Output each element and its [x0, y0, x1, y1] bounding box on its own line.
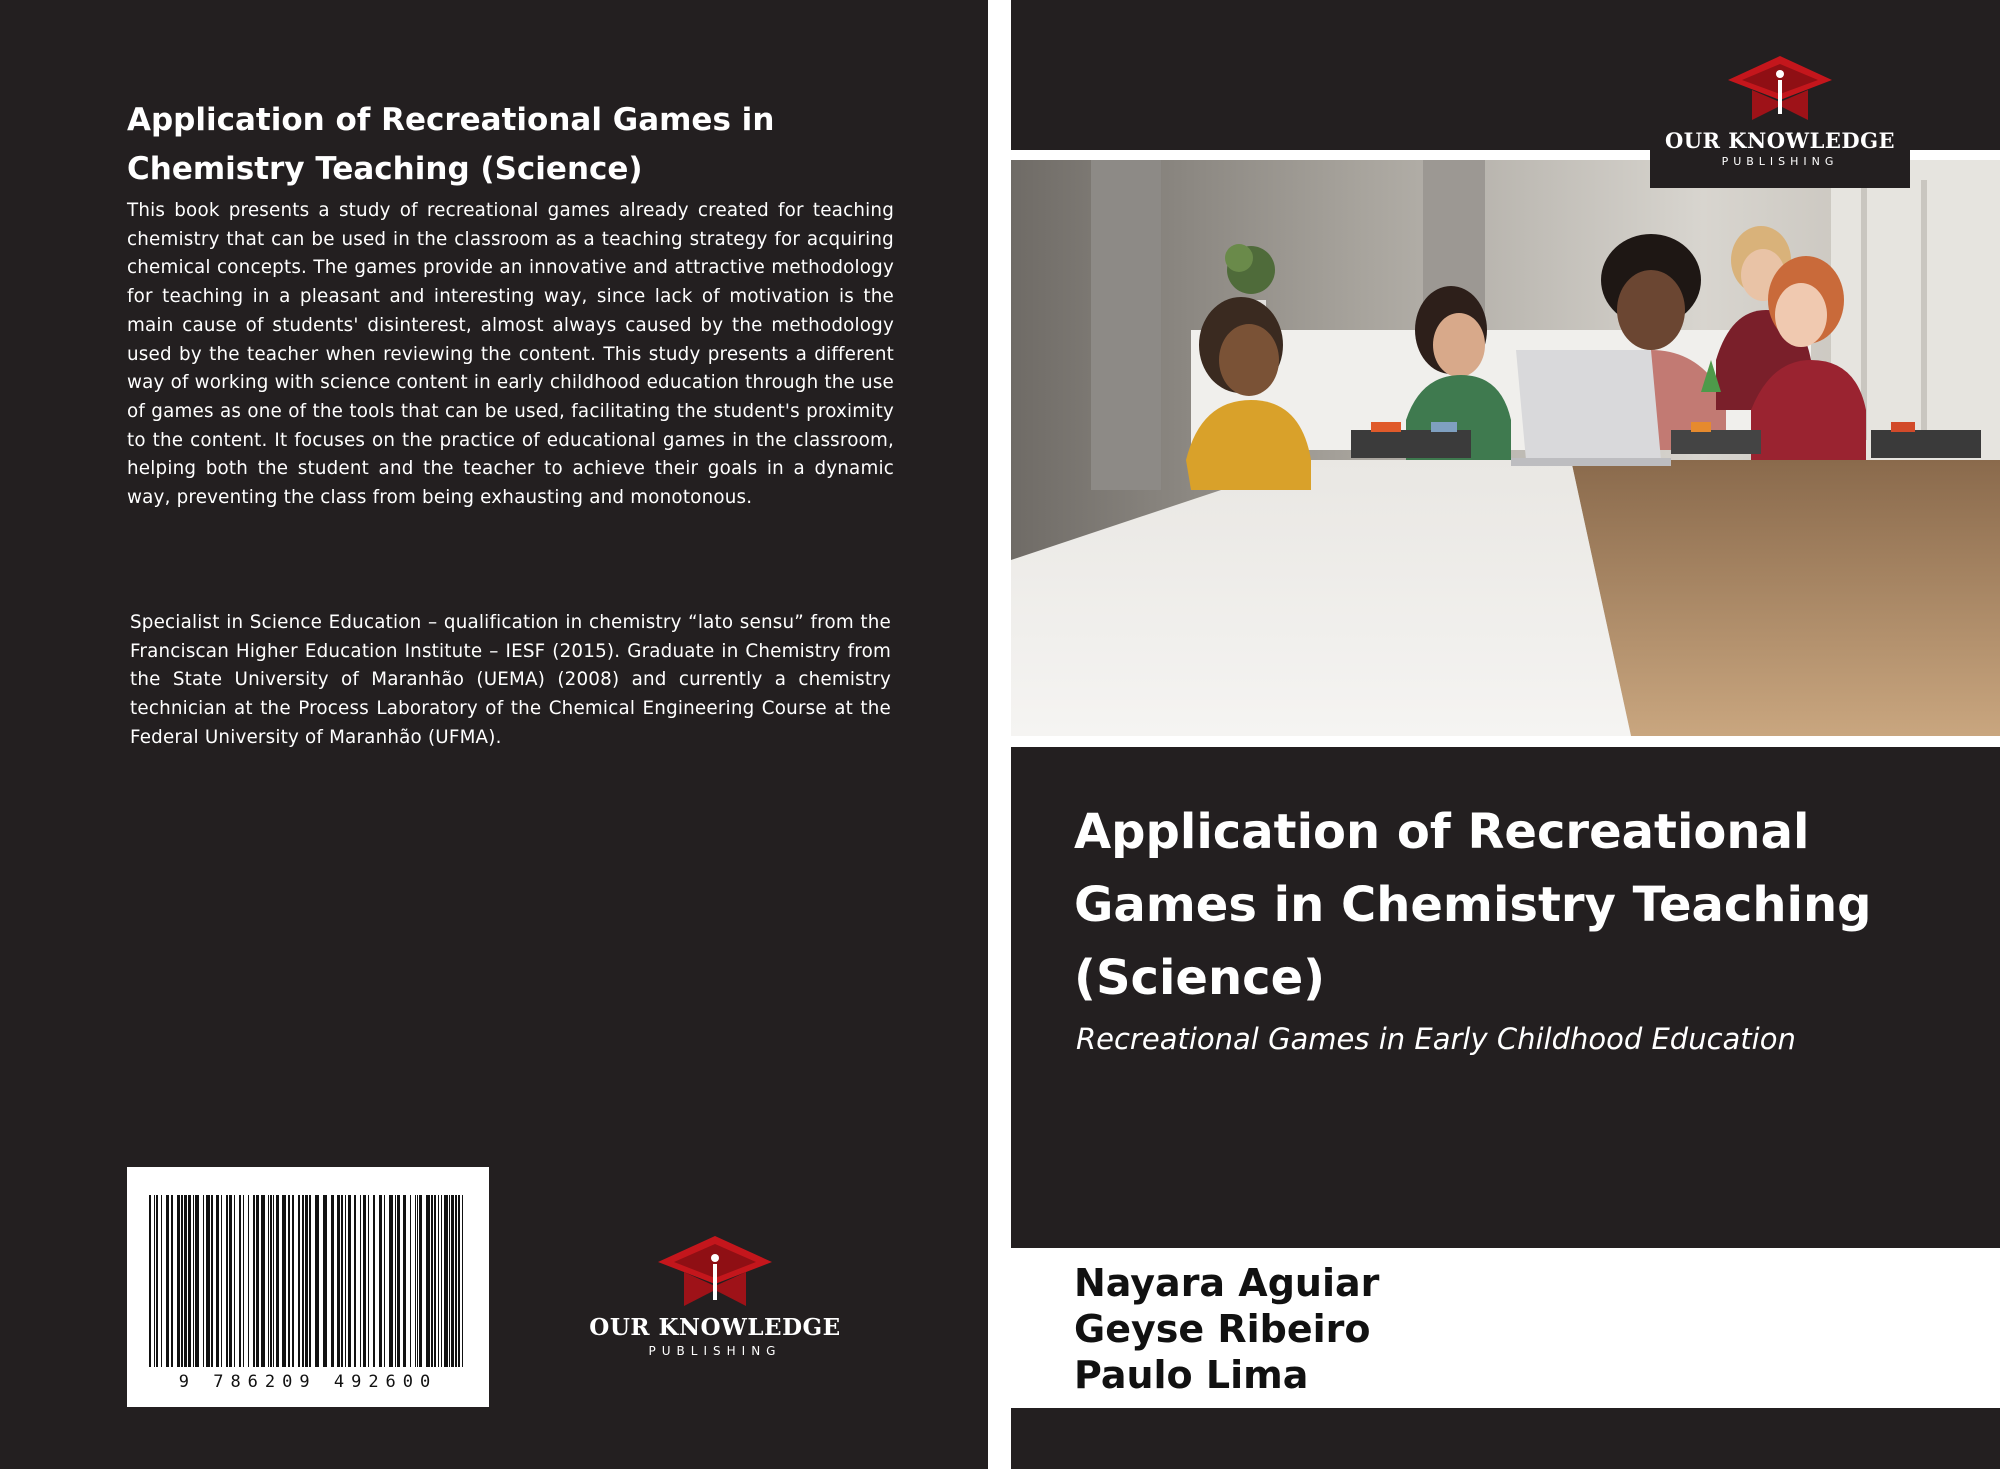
barcode-bar — [253, 1195, 255, 1367]
barcode-bar — [177, 1195, 180, 1367]
barcode-bar — [229, 1195, 232, 1367]
barcode-bar — [211, 1195, 213, 1367]
barcode-bar — [234, 1195, 235, 1367]
barcode-bar — [410, 1195, 411, 1367]
barcode-bar — [389, 1195, 393, 1367]
barcode-bar — [331, 1195, 334, 1367]
barcode-bar — [206, 1195, 210, 1367]
barcode-bar — [360, 1195, 361, 1367]
barcode-bar — [181, 1195, 183, 1367]
isbn-barcode — [127, 1167, 489, 1407]
barcode-bar — [216, 1195, 219, 1367]
barcode-bar — [184, 1195, 187, 1367]
back-cover-blurb: This book presents a study of recreational games already created for teaching chemistry that can be used in the classroom as a teaching strategy for acquiring chemical concepts. The games provide an innovative and attractive methodology for teaching in a pleasant and interesting way, since lack of motivation is the main cause of students' disinterest, almost always caused by the methodology used by the teacher when reviewing the content. This study presents a different way of working with science content in early childhood education through the use of games as one of the tools that can be used, facilitating the student's proximity to the content. It focuses on the practice of educational games in the classroom, helping both the student and the teacher to achieve their goals in a dynamic way, preventing the class from being exhausting and monotonous. — [127, 200, 894, 509]
barcode-bar — [273, 1195, 274, 1367]
barcode-bar — [323, 1195, 327, 1367]
barcode-bar — [417, 1195, 418, 1367]
barcode-bar — [156, 1195, 158, 1367]
back-cover-title: Application of Recreational Games in Chemistry Teaching (Science) — [127, 102, 775, 187]
barcode-bar — [438, 1195, 439, 1367]
barcode-bar — [426, 1195, 430, 1367]
spine-gap — [988, 0, 1011, 1469]
publisher-name: OUR KNOWLEDGE — [589, 1314, 841, 1341]
barcode-bar — [166, 1195, 169, 1367]
publisher-logo-back — [580, 1234, 850, 1364]
barcode-bar — [270, 1195, 272, 1367]
barcode-bar — [195, 1195, 199, 1367]
barcode-bar — [363, 1195, 366, 1367]
barcode-bar — [434, 1195, 436, 1367]
barcode-bar — [379, 1195, 382, 1367]
barcode-bar — [203, 1195, 204, 1367]
barcode-bar — [354, 1195, 356, 1367]
barcode-bar — [305, 1195, 308, 1367]
barcode-bar — [248, 1195, 249, 1367]
barcode-bar — [309, 1195, 311, 1367]
barcode-bar — [397, 1195, 400, 1367]
front-cover-title: Application of Recreational Games in Chemistry Teaching (Science) — [1074, 804, 1872, 1006]
barcode-bar — [449, 1195, 450, 1367]
barcode-bar — [243, 1195, 244, 1367]
publisher-name: OUR KNOWLEDGE — [1664, 128, 1896, 153]
barcode-bar — [348, 1195, 351, 1367]
barcode-bar — [193, 1195, 194, 1367]
isbn-digits: 9 786209 492600 — [178, 1372, 438, 1392]
barcode-bar — [261, 1195, 265, 1367]
graduation-cap-icon — [580, 1234, 850, 1314]
barcode-bar — [149, 1195, 151, 1367]
barcode-bar — [458, 1195, 460, 1367]
author-name: Geyse Ribeiro — [1074, 1307, 1371, 1351]
author-bio: Specialist in Science Education – qualification in chemistry “lato sensu” from the Franciscan Higher Education Institute – IESF (2015). Graduate in Chemistry from the State University of Maranhão (UEMA) (2008) and currently a chemistry technician at the Process Laboratory of the Chemical Engineering Course at the Federal University of Maranhão (UFMA). — [130, 612, 891, 748]
barcode-bar — [188, 1195, 191, 1367]
barcode-bar — [302, 1195, 304, 1367]
barcode-bar — [337, 1195, 340, 1367]
barcode-bar — [276, 1195, 279, 1367]
barcode-bar — [226, 1195, 228, 1367]
barcode-bar — [419, 1195, 422, 1367]
barcode-bar — [171, 1195, 173, 1367]
barcode-bar — [154, 1195, 155, 1367]
classroom-photo-illustration — [1011, 160, 2000, 736]
barcode-bar — [431, 1195, 433, 1367]
barcode-bar — [292, 1195, 294, 1367]
barcode-bar — [282, 1195, 286, 1367]
publisher-tagline: PUBLISHING — [1721, 155, 1839, 168]
barcode-bar — [368, 1195, 369, 1367]
barcode-bars — [127, 1167, 489, 1407]
front-cover-subtitle: Recreational Games in Early Childhood Education — [1076, 1022, 1796, 1056]
barcode-bar — [341, 1195, 343, 1367]
barcode-bar — [161, 1195, 162, 1367]
barcode-bar — [403, 1195, 406, 1367]
barcode-bar — [239, 1195, 241, 1367]
front-bottom-band — [1011, 1408, 2000, 1469]
barcode-bar — [298, 1195, 300, 1367]
author-list — [1074, 1260, 1379, 1398]
classroom-photo — [1011, 160, 2000, 736]
barcode-bar — [288, 1195, 290, 1367]
barcode-bar — [345, 1195, 346, 1367]
barcode-bar — [395, 1195, 396, 1367]
barcode-bar — [441, 1195, 442, 1367]
barcode-bar — [415, 1195, 416, 1367]
barcode-bar — [268, 1195, 269, 1367]
barcode-bar — [462, 1195, 463, 1367]
author-name: Paulo Lima — [1074, 1353, 1309, 1397]
barcode-bar — [373, 1195, 375, 1367]
barcode-bar — [444, 1195, 448, 1367]
barcode-bar — [315, 1195, 319, 1367]
barcode-bar — [455, 1195, 457, 1367]
barcode-bar — [221, 1195, 222, 1367]
barcode-bar — [451, 1195, 454, 1367]
barcode-bar — [256, 1195, 259, 1367]
publisher-logo-front — [1650, 0, 1910, 188]
barcode-bar — [384, 1195, 385, 1367]
author-name: Nayara Aguiar — [1074, 1261, 1380, 1305]
publisher-tagline: PUBLISHING — [648, 1344, 782, 1358]
